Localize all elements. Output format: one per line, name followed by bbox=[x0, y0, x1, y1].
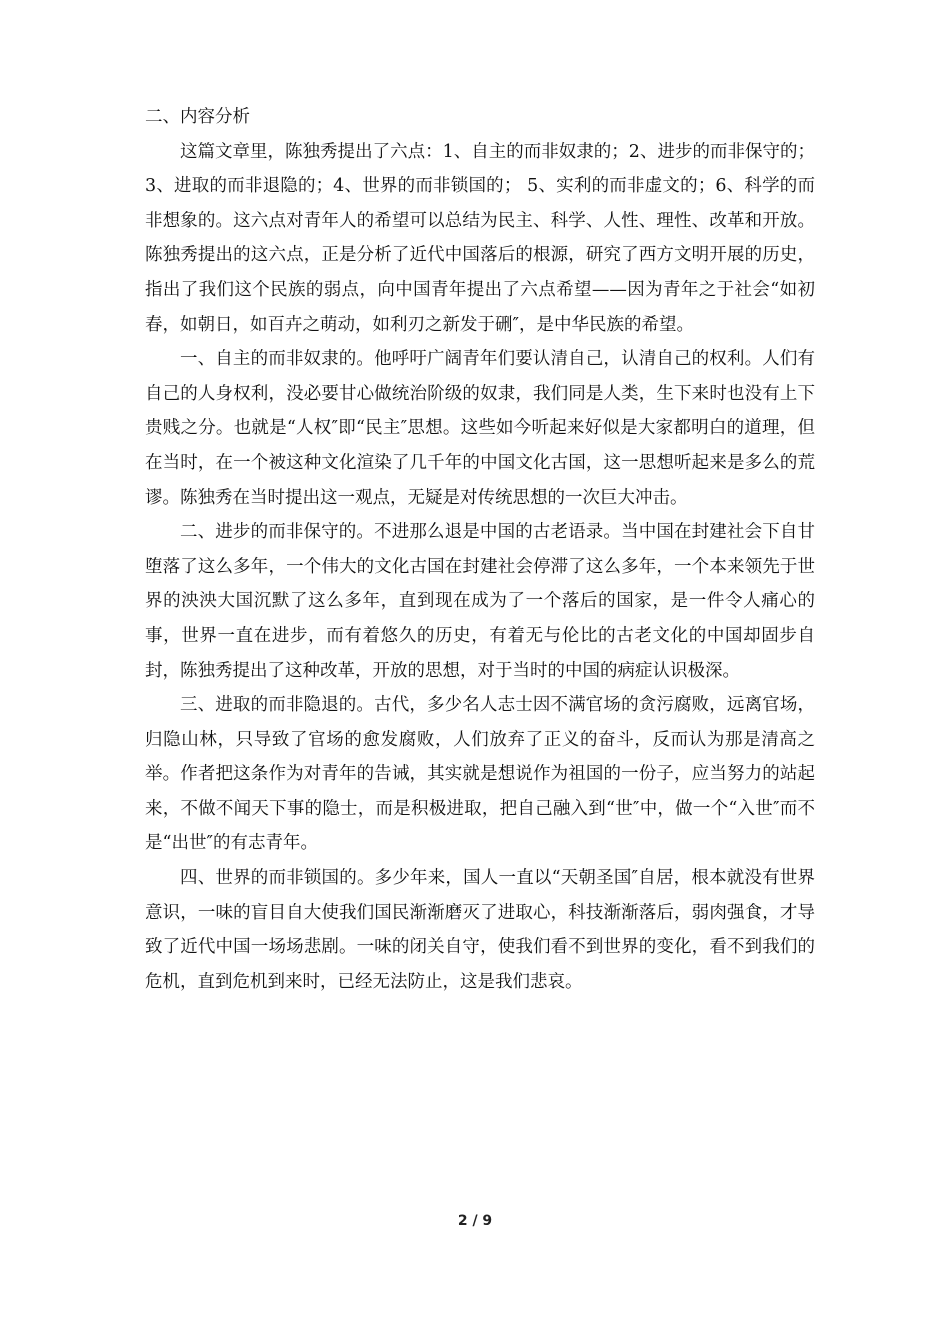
document-body bbox=[145, 100, 815, 999]
section-heading: 二、内容分析 bbox=[145, 107, 250, 127]
paragraph-point-3: 三、进取的而非隐退的。古代，多少名人志士因不满官场的贪污腐败，远离官场，归隐山林，只导致了官场的愈发腐败，人们放弃了正义的奋斗，反而认为那是清高之举。作者把这条作为对青年的告诫，其实就是想说作为祖国的一份子，应当努力的站起来，不做不闻天下事的隐士，而是积极进取，把自己融入到“世″中，做一个“入世″而不是“出世″的有志青年。 bbox=[145, 695, 815, 854]
paragraph-point-2: 二、进步的而非保守的。不进那么退是中国的古老语录。当中国在封建社会下自甘堕落了这么多年，一个伟大的文化古国在封建社会停滞了这么多年，一个本来领先于世界的泱泱大国沉默了这么多年，直到现在成为了一个落后的国家，是一件令人痛心的事，世界一直在进步，而有着悠久的历史，有着无与伦比的古老文化的中国却固步自封，陈独秀提出了这种改革，开放的思想，对于当时的中国的病症认识极深。 bbox=[145, 522, 815, 681]
paragraph-point-1: 一、自主的而非奴隶的。他呼吁广阔青年们要认清自己，认清自己的权利。人们有自己的人身权利，没必要甘心做统治阶级的奴隶，我们同是人类，生下来时也没有上下贵贱之分。也就是“人权″即“民主″思想。这些如今听起来好似是大家都明白的道理，但在当时，在一个被这种文化渲染了几千年的中国文化古国，这一思想听起来是多么的荒谬。陈独秀在当时提出这一观点，无疑是对传统思想的一次巨大冲击。 bbox=[145, 349, 815, 508]
page-number: 2 / 9 bbox=[457, 1213, 493, 1229]
paragraph-overview: 这篇文章里，陈独秀提出了六点：1、自主的而非奴隶的；2、进步的而非保守的； 3、进取的而非退隐的；4、世界的而非锁国的； 5、实利的而非虚文的；6、科学的而非想象的。这六点对青年人的希望可以总结为民主、科学、人性、理性、改革和开放。陈独秀提出的这六点，正是分析了近代中国落后的根源，研究了西方文明开展的历史，指出了我们这个民族的弱点，向中国青年提出了六点希望——因为青年之于社会“如初春，如朝日，如百卉之萌动，如利刃之新发于硎″，是中华民族的希望。 bbox=[145, 141, 815, 335]
paragraph-point-4: 四、世界的而非锁国的。多少年来，国人一直以“天朝圣国″自居，根本就没有世界意识，一味的盲目自大使我们国民渐渐磨灭了进取心，科技渐渐落后，弱肉强食，才导致了近代中国一场场悲剧。一味的闭关自守，使我们看不到世界的变化，看不到我们的危机，直到危机到来时，已经无法防止，这是我们悲哀。 bbox=[145, 868, 815, 992]
